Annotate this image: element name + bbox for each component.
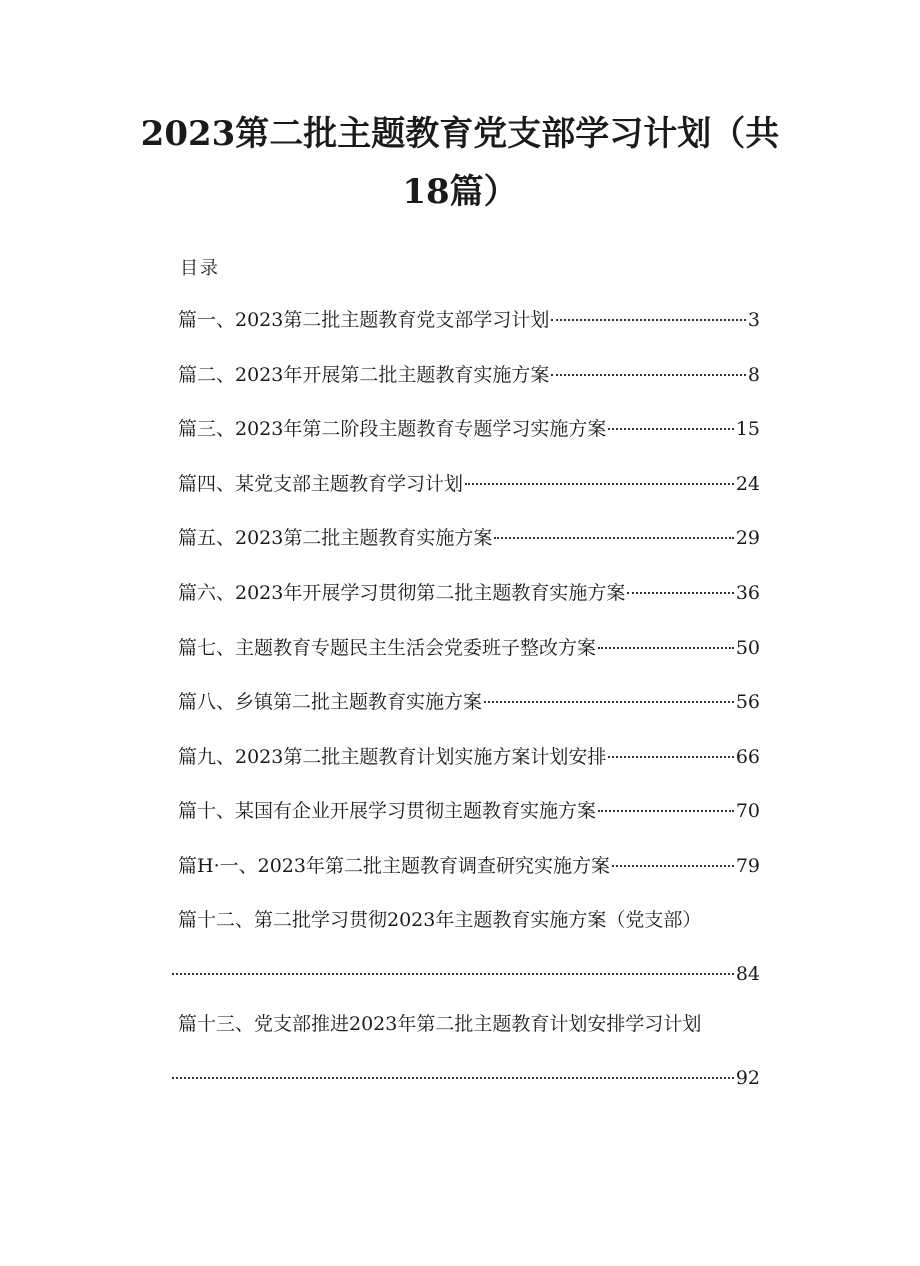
dot-leader xyxy=(608,428,733,430)
toc-entry-12[interactable] xyxy=(178,906,760,985)
toc-entry-label[interactable]: 篇十二、第二批学习贯彻2023年主题教育实施方案（党支部） xyxy=(178,909,702,931)
toc-entry-3[interactable] xyxy=(178,415,760,470)
toc-entry-page-number: 24 xyxy=(735,472,760,495)
toc-entry-page-number: 15 xyxy=(735,418,760,441)
toc-entry-label[interactable]: 篇十三、党支部推进2023年第二批主题教育计划安排学习计划 xyxy=(178,1013,702,1035)
toc-entry-11[interactable] xyxy=(178,852,760,907)
toc-entry-page-number: 36 xyxy=(735,581,760,604)
dot-leader xyxy=(598,647,734,649)
toc-entry-page-number: 92 xyxy=(735,1067,760,1089)
toc-entry-label[interactable]: 篇八、乡镇第二批主题教育实施方案 xyxy=(178,691,483,714)
toc-entry-page-number: 84 xyxy=(735,963,760,985)
toc-entry-label[interactable]: 篇七、主题教育专题民主生活会党委班子整改方案 xyxy=(178,636,597,659)
toc-entry-page-number: 79 xyxy=(735,854,760,877)
toc-entry-page-number: 56 xyxy=(735,691,760,714)
dot-leader xyxy=(551,319,746,321)
table-of-contents xyxy=(178,306,760,907)
toc-entry-page-number: 66 xyxy=(735,745,760,768)
toc-entry-label[interactable]: 篇九、2023第二批主题教育计划实施方案计划安排 xyxy=(178,745,607,768)
document-title-line-2: 18篇） xyxy=(402,172,518,212)
document-title-line-1: 2023第二批主题教育党支部学习计划（共 xyxy=(140,114,780,154)
toc-entry-6[interactable] xyxy=(178,579,760,634)
toc-entry-2[interactable] xyxy=(178,361,760,416)
dot-leader xyxy=(172,973,734,975)
toc-entry-page-number: 3 xyxy=(747,309,760,331)
toc-entry-13[interactable] xyxy=(178,1010,760,1089)
toc-entry-7[interactable] xyxy=(178,634,760,689)
dot-leader xyxy=(494,537,733,539)
toc-entry-9[interactable] xyxy=(178,743,760,798)
toc-entry-1[interactable] xyxy=(178,306,760,361)
dot-leader xyxy=(598,810,734,812)
toc-entry-page-number: 50 xyxy=(735,636,760,659)
toc-entry-label[interactable]: 篇五、2023第二批主题教育实施方案 xyxy=(178,527,493,550)
toc-entry-page-number: 8 xyxy=(747,363,760,386)
toc-entry-8[interactable] xyxy=(178,688,760,743)
toc-entry-label[interactable]: 篇二、2023年开展第二批主题教育实施方案 xyxy=(178,363,550,386)
toc-entry-5[interactable] xyxy=(178,524,760,579)
toc-entry-leader-line xyxy=(172,1064,760,1092)
dot-leader xyxy=(172,1077,734,1079)
dot-leader xyxy=(612,865,734,867)
toc-entry-label[interactable]: 篇六、2023年开展学习贯彻第二批主题教育实施方案 xyxy=(178,581,626,604)
toc-entry-4[interactable] xyxy=(178,470,760,525)
dot-leader xyxy=(627,592,733,594)
toc-entry-10[interactable] xyxy=(178,797,760,852)
toc-entry-page-number: 29 xyxy=(735,527,760,550)
toc-entry-page-number: 70 xyxy=(735,800,760,823)
toc-entry-label[interactable]: 篇一、2023第二批主题教育党支部学习计划 xyxy=(178,309,550,331)
dot-leader xyxy=(608,756,733,758)
toc-entry-label[interactable]: 篇四、某党支部主题教育学习计划 xyxy=(178,472,464,495)
toc-entry-leader-line xyxy=(172,960,760,988)
toc-entry-label[interactable]: 篇H·一、2023年第二批主题教育调查研究实施方案 xyxy=(178,854,610,877)
toc-entry-label[interactable]: 篇三、2023年第二阶段主题教育专题学习实施方案 xyxy=(178,418,607,441)
toc-entry-label[interactable]: 篇十、某国有企业开展学习贯彻主题教育实施方案 xyxy=(178,800,597,823)
dot-leader xyxy=(465,483,734,485)
toc-heading: 目录 xyxy=(180,258,220,279)
dot-leader xyxy=(484,701,734,703)
dot-leader xyxy=(551,374,746,376)
